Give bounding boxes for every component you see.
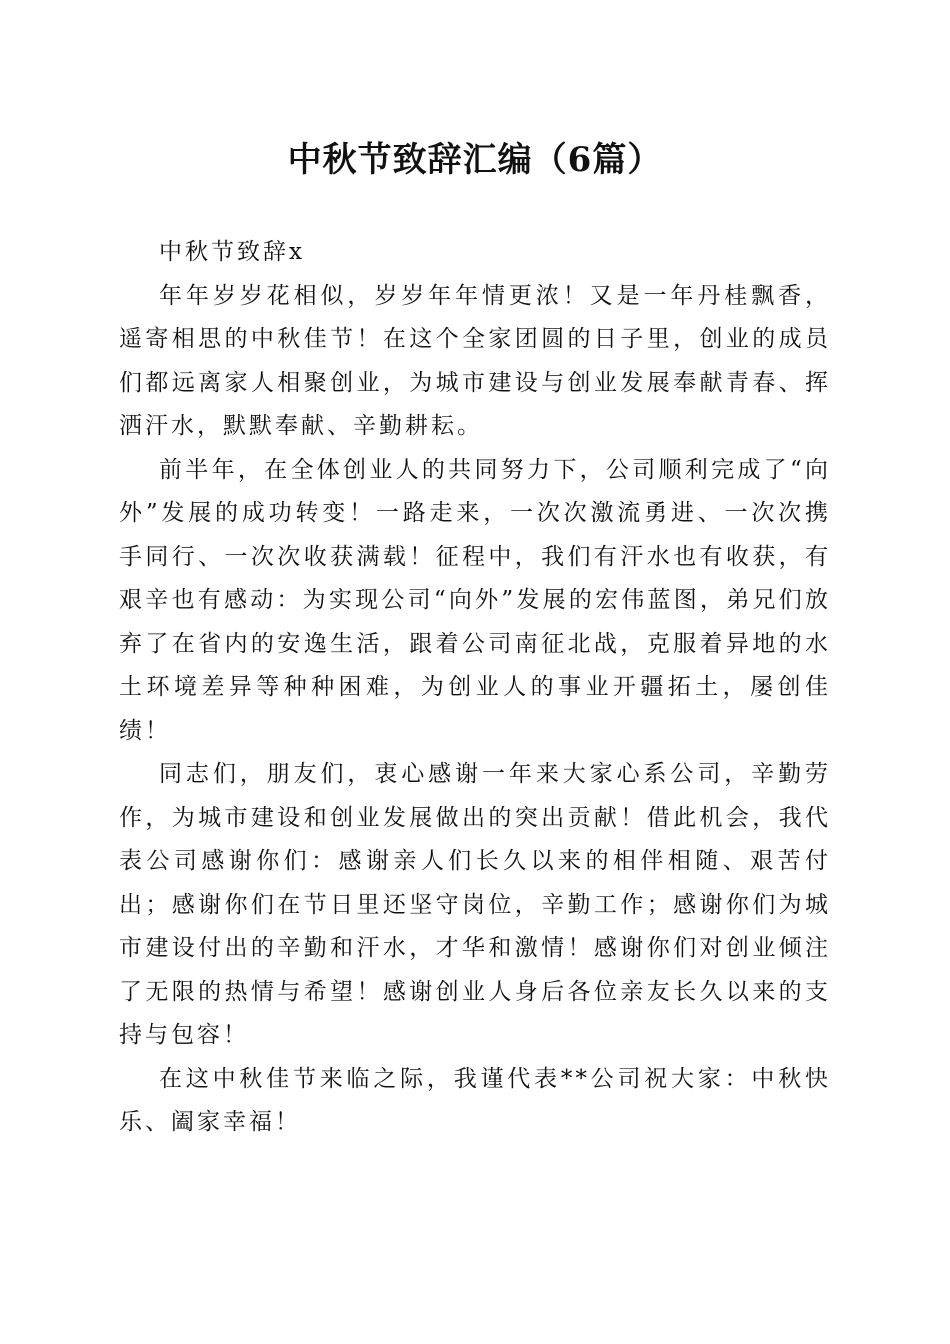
section-heading: 中秋节致辞x <box>159 239 305 265</box>
paragraph-3: 同志们，朋友们，衷心感谢一年来大家心系公司，辛勤劳作，为城市建设和创业发展做出的突出贡献！借此机会，我代表公司感谢你们：感谢亲人们长久以来的相伴相随、艰苦付出；感谢你们在节日里还坚守岗位，辛勤工作；感谢你们为城市建设付出的辛勤和汗水，才华和激情！感谢你们对创业倾注了无限的热情与希望！感谢创业人身后各位亲友长久以来的支持与包容！ <box>119 761 831 1048</box>
paragraph-1: 年年岁岁花相似，岁岁年年情更浓！又是一年丹桂飘香，遥寄相思的中秋佳节！在这个全家团圆的日子里，创业的成员们都远离家人相聚创业，为城市建设与创业发展奉献青春、挥洒汗水，默默奉献、辛勤耕耘。 <box>119 282 831 439</box>
document-body <box>119 231 831 1145</box>
document-title: 中秋节致辞汇编（6篇） <box>287 140 663 180</box>
paragraph-2: 前半年，在全体创业人的共同努力下，公司顺利完成了“向外”发展的成功转变！一路走来，一次次激流勇进、一次次携手同行、一次次收获满载！征程中，我们有汗水也有收获，有艰辛也有感动：为实现公司“向外”发展的宏伟蓝图，弟兄们放弃了在省内的安逸生活，跟着公司南征北战，克服着异地的水土环境差异等种种困难，为创业人的事业开疆拓土，屡创佳绩！ <box>119 456 831 744</box>
paragraph-4: 在这中秋佳节来临之际，我谨代表**公司祝大家：中秋快乐、阖家幸福！ <box>119 1065 831 1135</box>
